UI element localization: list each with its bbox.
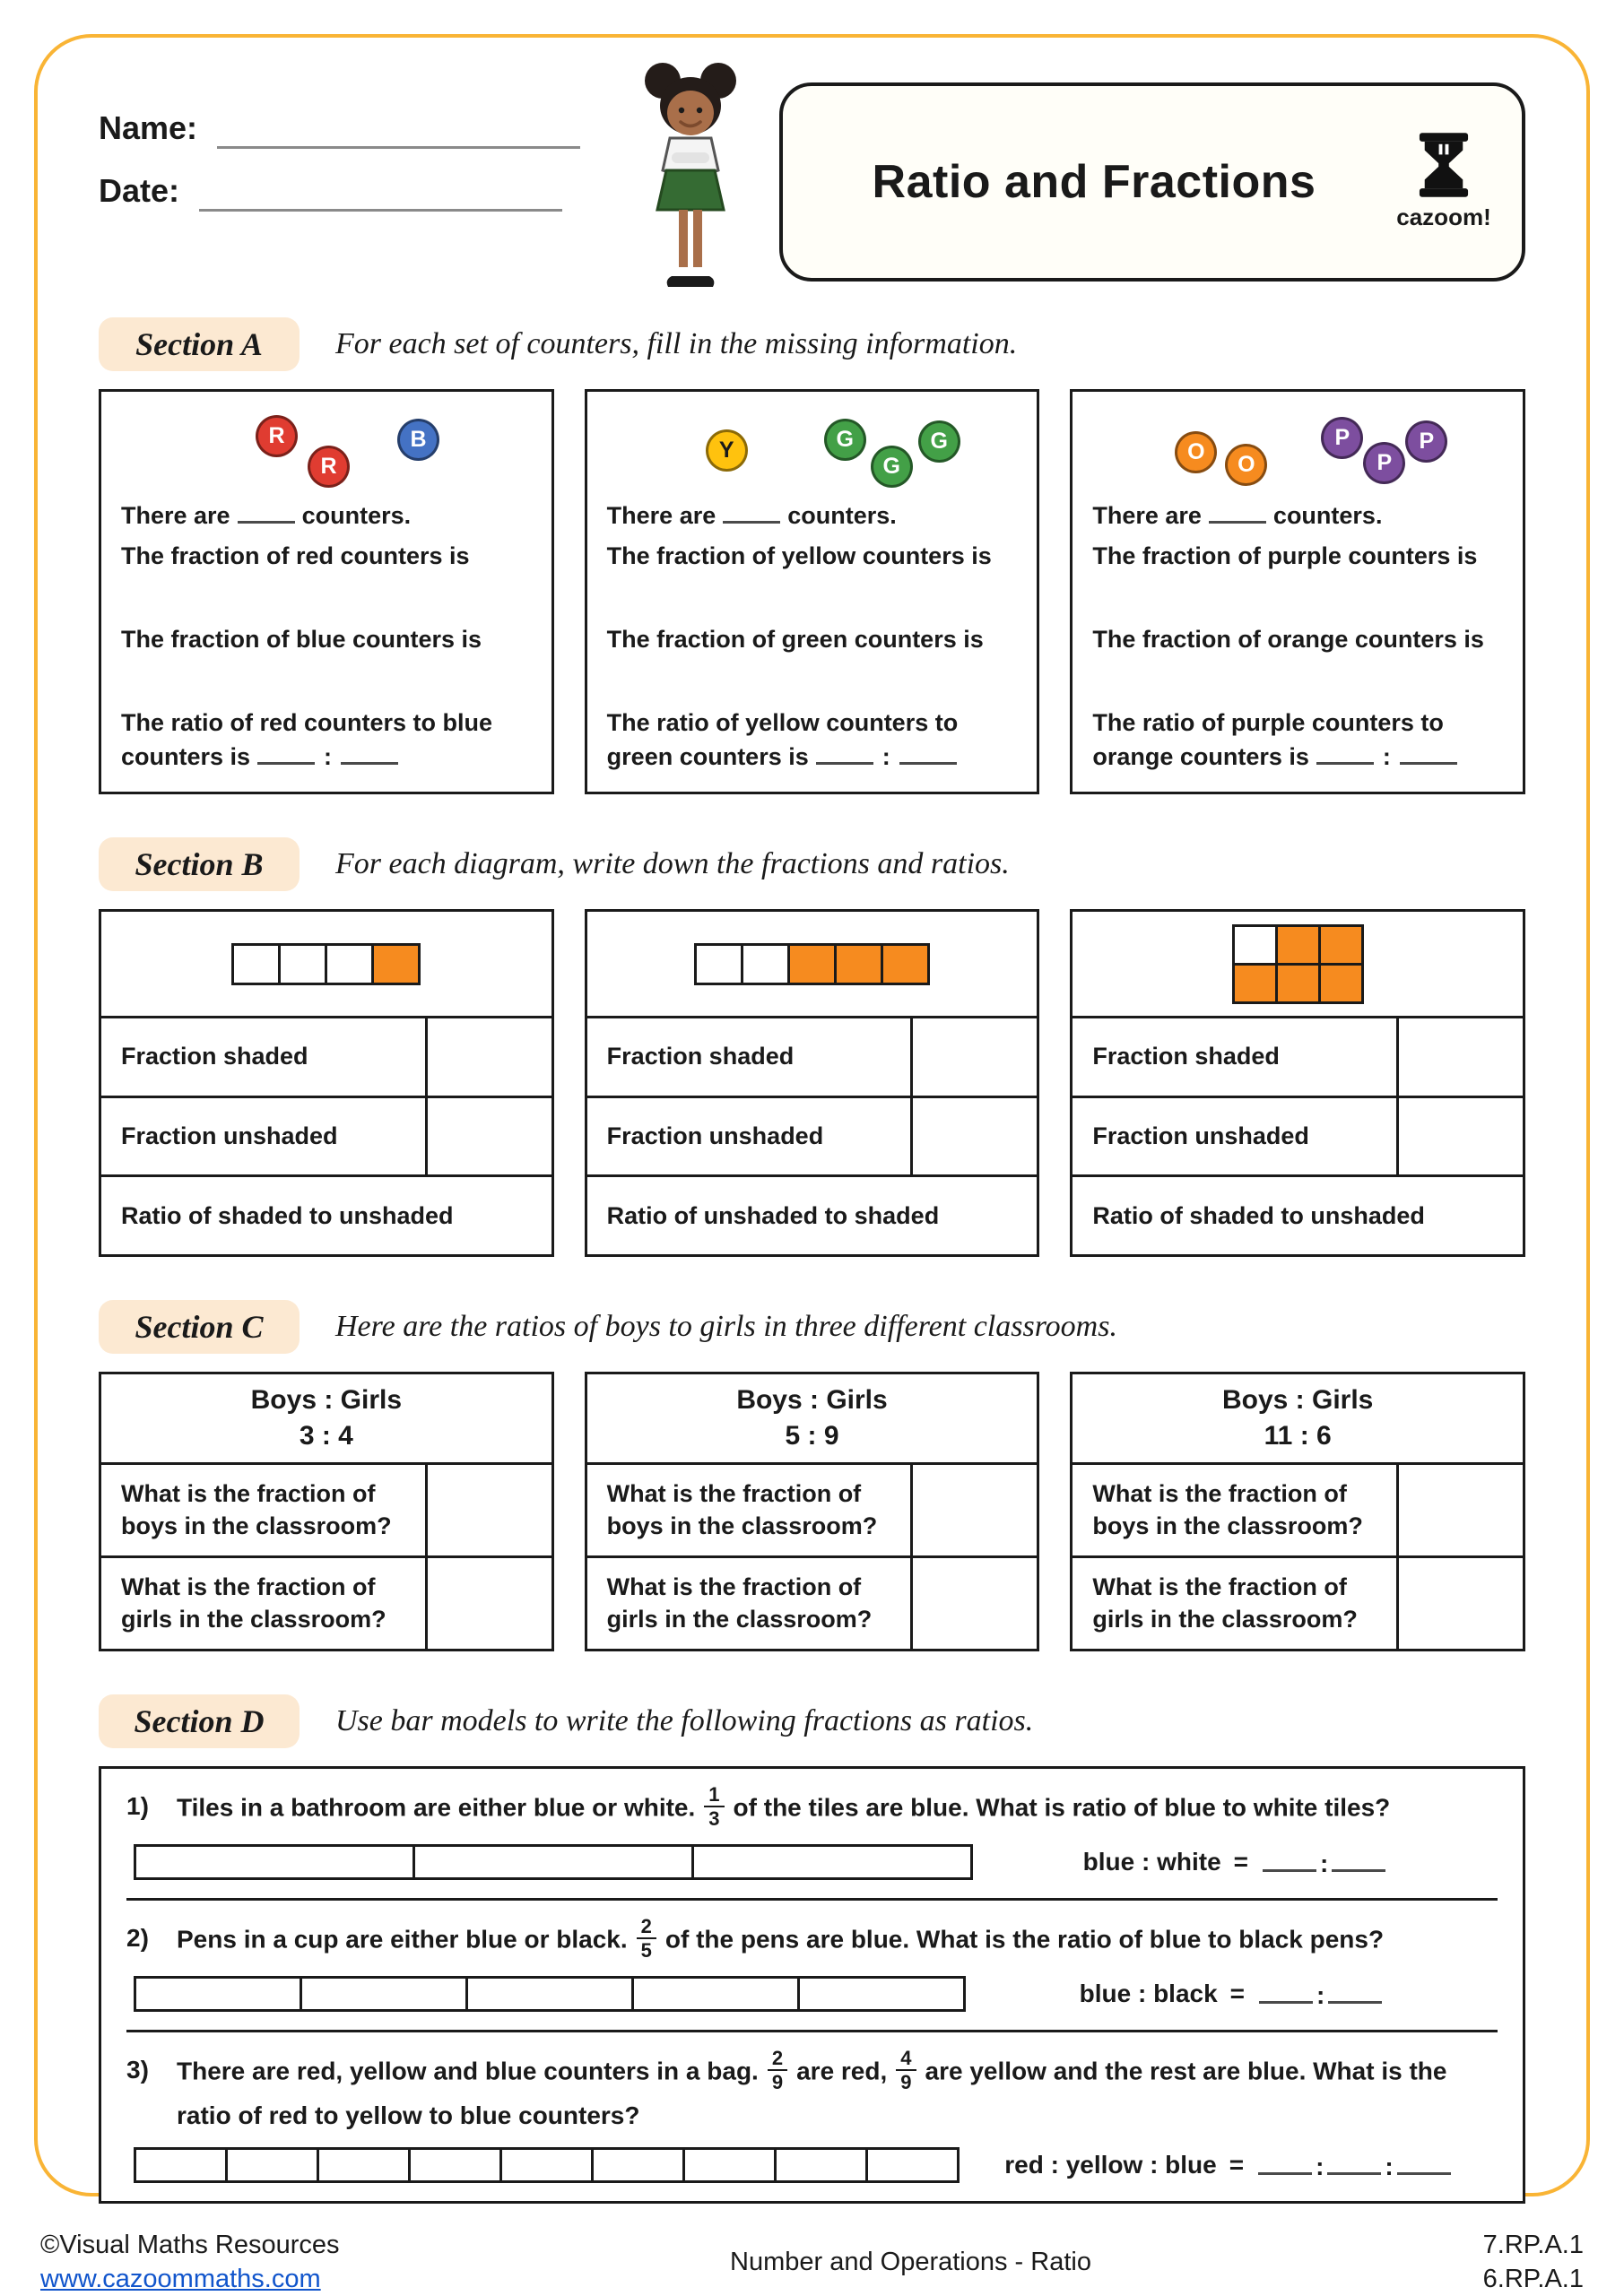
answer-line <box>960 2149 1498 2181</box>
copyright-text: ©Visual Maths Resources <box>40 2231 340 2259</box>
count-line-pre: There are <box>1092 502 1202 529</box>
bar-model-problem-1 <box>126 1769 1498 1898</box>
diagram-cell <box>1275 963 1321 1004</box>
bar-model-cell[interactable] <box>134 1976 302 2012</box>
diagram-cell <box>371 943 421 985</box>
girl-illustration <box>623 59 758 315</box>
answer-cell[interactable] <box>910 1098 1037 1175</box>
ratio-header <box>587 1374 1038 1462</box>
section-a-header <box>99 317 1525 371</box>
ratio-value: 5 : 9 <box>785 1421 839 1451</box>
fraction-denominator: 9 <box>771 2071 784 2094</box>
answer-label: red : yellow : blue <box>1004 2150 1217 2179</box>
fraction-line-2: The fraction of green counters is <box>606 626 984 654</box>
diagram-cell <box>787 943 837 985</box>
table-row <box>587 1016 1038 1096</box>
answer-cell[interactable] <box>425 1465 551 1555</box>
bar-diagram <box>587 912 1038 1016</box>
row-label: Fraction shaded <box>121 1043 308 1070</box>
ratio-header <box>1073 1374 1523 1462</box>
fraction <box>768 2048 787 2092</box>
diagram-cell <box>1232 924 1278 966</box>
row-label: Ratio of shaded to unshaded <box>1092 1201 1425 1229</box>
purple-counter-icon: P <box>1363 442 1405 484</box>
answer-cell[interactable] <box>1396 1558 1523 1649</box>
ratio-line-text: The ratio of purple counters to orange counters is <box>1092 709 1444 771</box>
table-row <box>101 1016 551 1096</box>
bar-model-cell[interactable] <box>413 1844 694 1880</box>
yellow-counter-icon: Y <box>706 429 748 472</box>
table-row <box>587 1462 1038 1555</box>
fraction-line-1: The fraction of purple counters is <box>1092 542 1478 570</box>
diagram-cell <box>834 943 883 985</box>
table-row <box>101 1096 551 1175</box>
standard-code-2: 6.RP.A.1 <box>1482 2264 1584 2293</box>
bar-diagram <box>101 912 551 1016</box>
row-label: Fraction unshaded <box>121 1122 338 1149</box>
fraction-numerator: 4 <box>896 2048 916 2071</box>
worksheet-sheet <box>34 34 1590 2196</box>
answer-cell[interactable] <box>425 1098 551 1175</box>
section-c-boxes <box>99 1372 1525 1651</box>
answer-line <box>966 1978 1498 2010</box>
worksheet-header <box>99 90 1525 305</box>
table-row <box>1073 1555 1523 1649</box>
red-counter-icon: R <box>308 446 350 488</box>
bar-model-cell[interactable] <box>682 2147 777 2183</box>
green-counter-icon: G <box>871 446 913 488</box>
answer-blank[interactable] <box>1259 1978 1313 2004</box>
section-d-header <box>99 1694 1525 1748</box>
diagram-cell <box>694 943 743 985</box>
answer-line <box>973 1846 1498 1878</box>
section-d-instruction: Use bar models to write the following fractions as ratios. <box>335 1704 1034 1737</box>
page-footer <box>40 2229 1584 2296</box>
orange-counter-icon: O <box>1225 444 1267 486</box>
answer-cell[interactable] <box>910 1558 1037 1649</box>
footer-right <box>1395 2229 1584 2296</box>
question-label: What is the fraction of boys in the classroom? <box>121 1480 392 1539</box>
answer-blank[interactable] <box>1332 1846 1385 1872</box>
table-row <box>1073 1016 1523 1096</box>
count-line-post: counters. <box>787 502 897 529</box>
counter-set <box>121 392 532 498</box>
section-a-boxes <box>99 389 1525 794</box>
ratio-line <box>121 707 532 773</box>
bar-model-row <box>126 1844 1498 1880</box>
diagram-cell <box>741 943 790 985</box>
row-label: Fraction shaded <box>1092 1043 1280 1070</box>
table-row <box>587 1174 1038 1254</box>
section-a-instruction: For each set of counters, fill in the missing information. <box>335 327 1018 360</box>
row-label: Ratio of unshaded to shaded <box>606 1201 940 1229</box>
counter-problem-box-3 <box>1070 389 1525 794</box>
footer-center-title: Number and Operations - Ratio <box>730 2248 1091 2277</box>
answer-cell[interactable] <box>1396 1098 1523 1175</box>
fraction-numerator: 2 <box>637 1916 656 1939</box>
counter-problem-box-1 <box>99 389 554 794</box>
ratio-value: 3 : 4 <box>299 1421 353 1451</box>
fraction-denominator: 5 <box>640 1939 652 1962</box>
table-row <box>101 1462 551 1555</box>
boys-girls-label: Boys : Girls <box>736 1384 888 1415</box>
bar-model <box>134 2147 960 2183</box>
section-b-label: Section B <box>99 837 300 891</box>
bar-model-cell[interactable] <box>317 2147 411 2183</box>
answer-blank[interactable] <box>816 739 873 765</box>
classroom-box-2 <box>585 1372 1040 1651</box>
diagram-cell <box>1318 924 1364 966</box>
answer-blank[interactable] <box>1327 2149 1381 2175</box>
problem-text <box>126 1783 1498 1832</box>
table-row <box>1073 1174 1523 1254</box>
ratio-colon: : <box>324 743 333 771</box>
answer-blank[interactable] <box>1316 739 1374 765</box>
section-b-boxes <box>99 909 1525 1257</box>
ratio-colon: : <box>1316 1981 1325 2010</box>
bar-model-cell[interactable] <box>774 2147 868 2183</box>
question-label: What is the fraction of girls in the classroom? <box>1092 1573 1358 1633</box>
fraction-line-2: The fraction of blue counters is <box>121 626 482 654</box>
bar-model-cell[interactable] <box>691 1844 973 1880</box>
table-row <box>587 1096 1038 1175</box>
answer-blank[interactable] <box>1209 498 1266 524</box>
count-line-pre: There are <box>121 502 230 529</box>
bar-model-problem-3 <box>126 2030 1498 2201</box>
answer-label: blue : black <box>1079 1980 1218 2008</box>
ratio-line-text: The ratio of yellow counters to green counters is <box>606 709 959 771</box>
problem-number: 1) <box>126 1792 149 1820</box>
fraction <box>704 1784 724 1829</box>
question-label: What is the fraction of girls in the classroom? <box>121 1573 386 1633</box>
table-row <box>1073 1462 1523 1555</box>
problem-text-before: Tiles in a bathroom are either blue or white. <box>177 1793 696 1822</box>
bar-model-cell[interactable] <box>465 1976 634 2012</box>
ratio-line <box>607 707 1018 773</box>
blue-counter-icon: B <box>397 419 439 461</box>
green-counter-icon: G <box>918 420 960 463</box>
table-row <box>101 1174 551 1254</box>
boys-girls-label: Boys : Girls <box>250 1384 403 1415</box>
diagram-cell <box>881 943 930 985</box>
date-label: Date: <box>99 172 180 209</box>
equals-sign: = <box>1229 1980 1246 2008</box>
fraction-numerator: 2 <box>768 2048 787 2071</box>
counter-problem-box-2 <box>585 389 1040 794</box>
section-a-label: Section A <box>99 317 300 371</box>
problem-number: 3) <box>126 2056 149 2084</box>
answer-blank[interactable] <box>1263 1846 1316 1872</box>
answer-blank[interactable] <box>1328 1978 1382 2004</box>
count-line-post: counters. <box>1272 502 1383 529</box>
answer-cell[interactable] <box>425 1018 551 1096</box>
page-title: Ratio and Fractions <box>872 156 1316 208</box>
fraction-line-1: The fraction of yellow counters is <box>606 542 992 570</box>
answer-blank[interactable] <box>238 498 295 524</box>
answer-cell[interactable] <box>1396 1465 1523 1555</box>
table-row <box>101 1555 551 1649</box>
standard-code-1: 7.RP.A.1 <box>1482 2231 1584 2259</box>
problem-text <box>126 2047 1498 2135</box>
boys-girls-label: Boys : Girls <box>1221 1384 1374 1415</box>
diagram-cell <box>1275 924 1321 966</box>
ratio-colon: : <box>1316 2152 1324 2180</box>
date-field-row <box>99 172 562 212</box>
name-field-line[interactable] <box>217 116 580 149</box>
fraction-numerator: 1 <box>704 1784 724 1807</box>
bar-model-cell[interactable] <box>408 2147 502 2183</box>
ratio-header <box>101 1374 551 1462</box>
ratio-value: 11 : 6 <box>1264 1421 1332 1451</box>
logo-text: cazoom! <box>1396 204 1491 230</box>
fraction-line-2: The fraction of orange counters is <box>1092 626 1484 654</box>
table-row <box>587 1555 1038 1649</box>
diagram-box-3 <box>1070 909 1525 1257</box>
bar-model-cell[interactable] <box>134 2147 228 2183</box>
count-line <box>121 498 532 532</box>
diagram-cell <box>1232 963 1278 1004</box>
counter-set <box>1092 392 1503 498</box>
answer-cell[interactable] <box>1396 1018 1523 1096</box>
title-box <box>779 82 1525 282</box>
website-link[interactable]: www.cazoommaths.com <box>40 2264 321 2293</box>
bar-model-cell[interactable] <box>300 1976 468 2012</box>
ratio-colon: : <box>1382 743 1391 771</box>
answer-blank[interactable] <box>1397 2149 1451 2175</box>
equals-sign: = <box>1229 2150 1245 2179</box>
ratio-line <box>1092 707 1503 773</box>
count-line-pre: There are <box>606 502 716 529</box>
answer-cell[interactable] <box>910 1465 1037 1555</box>
diagram-cell <box>325 943 374 985</box>
green-counter-icon: G <box>824 419 866 461</box>
section-b-instruction: For each diagram, write down the fractions and ratios. <box>335 847 1010 880</box>
hourglass-icon <box>1418 133 1470 202</box>
bar-model-cell[interactable] <box>134 1844 415 1880</box>
section-c-label: Section C <box>99 1300 300 1354</box>
name-label: Name: <box>99 109 198 146</box>
problem-text-after: of the tiles are blue. What is ratio of blue to white tiles? <box>733 1793 1391 1822</box>
ratio-colon: : <box>1320 1850 1329 1878</box>
answer-cell[interactable] <box>910 1018 1037 1096</box>
section-d-box <box>99 1766 1525 2204</box>
bar-model-cell[interactable] <box>797 1976 966 2012</box>
orange-counter-icon: O <box>1175 431 1217 473</box>
problem-text-before: Pens in a cup are either blue or black. <box>177 1925 628 1954</box>
problem-text-mid: are red, <box>796 2057 888 2085</box>
problem-number: 2) <box>126 1924 149 1953</box>
answer-blank[interactable] <box>1258 2149 1312 2175</box>
answer-blank[interactable] <box>1400 739 1457 765</box>
fraction-denominator: 9 <box>900 2071 912 2094</box>
bar-model-cell[interactable] <box>591 2147 685 2183</box>
count-line <box>1092 498 1503 532</box>
bar-model-row <box>126 2147 1498 2183</box>
row-label: Fraction unshaded <box>1092 1122 1309 1149</box>
answer-blank[interactable] <box>899 739 957 765</box>
bar-model-row <box>126 1976 1498 2012</box>
question-label: What is the fraction of boys in the classroom? <box>606 1480 878 1539</box>
equals-sign: = <box>1233 1848 1249 1876</box>
fraction <box>896 2048 916 2092</box>
row-label: Fraction shaded <box>606 1043 795 1070</box>
diagram-box-2 <box>585 909 1040 1257</box>
diagram-cell <box>1318 963 1364 1004</box>
purple-counter-icon: P <box>1321 417 1363 459</box>
row-label: Fraction unshaded <box>606 1122 824 1149</box>
section-c-header <box>99 1300 1525 1354</box>
bar-model <box>134 1844 973 1880</box>
question-label: What is the fraction of boys in the classroom? <box>1092 1480 1363 1539</box>
red-counter-icon: R <box>256 415 298 457</box>
date-field-line[interactable] <box>199 178 562 212</box>
answer-blank[interactable] <box>257 739 315 765</box>
section-b-header <box>99 837 1525 891</box>
table-row <box>1073 1096 1523 1175</box>
count-line <box>607 498 1018 532</box>
fraction <box>637 1916 656 1961</box>
answer-blank[interactable] <box>723 498 780 524</box>
problem-text-after: are yellow and the rest are blue. What is the ratio of red to yellow to blue counters? <box>177 2057 1447 2129</box>
bar-model-problem-2 <box>126 1898 1498 2030</box>
diagram-cell <box>278 943 327 985</box>
problem-text-before: There are red, yellow and blue counters in a bag. <box>177 2057 759 2085</box>
row-label: Ratio of shaded to unshaded <box>121 1201 454 1229</box>
footer-left <box>40 2229 426 2296</box>
bar-model <box>134 1976 966 2012</box>
counter-set <box>607 392 1018 498</box>
question-label: What is the fraction of girls in the classroom? <box>606 1573 873 1633</box>
classroom-box-3 <box>1070 1372 1525 1651</box>
purple-counter-icon: P <box>1405 420 1447 463</box>
ratio-line-text: The ratio of red counters to blue counters is <box>121 709 493 771</box>
name-field-row <box>99 109 580 149</box>
answer-blank[interactable] <box>341 739 398 765</box>
diagram-cell <box>231 943 281 985</box>
ratio-colon: : <box>1385 2152 1394 2180</box>
answer-label: blue : white <box>1082 1848 1221 1876</box>
section-c-instruction: Here are the ratios of boys to girls in three different classrooms. <box>335 1310 1117 1343</box>
classroom-box-1 <box>99 1372 554 1651</box>
fraction-denominator: 3 <box>708 1807 720 1831</box>
problem-text <box>126 1915 1498 1963</box>
grid-diagram <box>1073 912 1523 1016</box>
bar-model-cell[interactable] <box>499 2147 594 2183</box>
diagram-box-1 <box>99 909 554 1257</box>
section-d-label: Section D <box>99 1694 300 1748</box>
bar-model-cell[interactable] <box>631 1976 800 2012</box>
bar-model-cell[interactable] <box>225 2147 319 2183</box>
ratio-colon: : <box>881 743 890 771</box>
bar-model-cell[interactable] <box>865 2147 960 2183</box>
count-line-post: counters. <box>301 502 412 529</box>
answer-cell[interactable] <box>425 1558 551 1649</box>
cazoom-logo <box>1389 133 1498 231</box>
fraction-line-1: The fraction of red counters is <box>121 542 470 570</box>
problem-text-after: of the pens are blue. What is the ratio of blue to black pens? <box>664 1925 1385 1954</box>
